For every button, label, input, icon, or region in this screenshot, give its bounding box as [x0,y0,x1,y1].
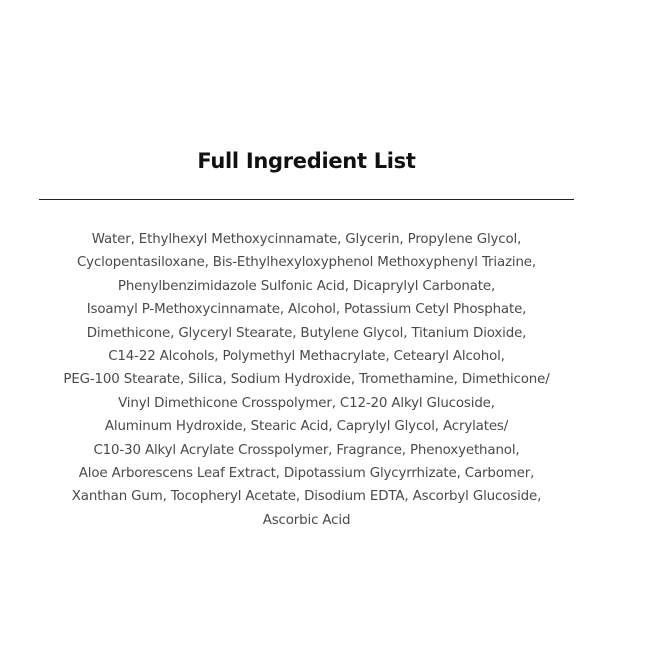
page-title: Full Ingredient List [197,149,416,173]
title-divider [39,199,574,200]
ingredient-line: C14-22 Alcohols, Polymethyl Methacrylate, Cetearyl Alcohol, [108,349,505,365]
ingredient-line: Cyclopentasiloxane, Bis-Ethylhexyloxyphenol Methoxyphenyl Triazine, [76,255,537,271]
ingredient-list [20,228,593,532]
ingredient-line: Ascorbic Acid [262,512,351,528]
ingredient-line: Aluminum Hydroxide, Stearic Acid, Caprylyl Glycol, Acrylates/ [104,419,509,435]
ingredient-line: Water, Ethylhexyl Methoxycinnamate, Glycerin, Propylene Glycol, [91,232,522,247]
ingredient-line: Dimethicone, Glyceryl Stearate, Butylene Glycol, Titanium Dioxide, [86,325,527,341]
ingredient-line: Aloe Arborescens Leaf Extract, Dipotassium Glycyrrhizate, Carbomer, [78,466,535,482]
ingredient-line: C10-30 Alkyl Acrylate Crosspolymer, Fragrance, Phenoxyethanol, [93,442,520,458]
ingredient-line: Vinyl Dimethicone Crosspolymer, C12-20 Alkyl Glucoside, [118,395,495,411]
ingredient-line: PEG-100 Stearate, Silica, Sodium Hydroxide, Tromethamine, Dimethicone/ [63,372,550,388]
ingredient-line: Isoamyl P-Methoxycinnamate, Alcohol, Potassium Cetyl Phosphate, [86,302,527,318]
ingredient-line: Xanthan Gum, Tocopheryl Acetate, Disodium EDTA, Ascorbyl Glucoside, [71,489,542,505]
ingredient-line: Phenylbenzimidazole Sulfonic Acid, Dicaprylyl Carbonate, [117,278,496,294]
